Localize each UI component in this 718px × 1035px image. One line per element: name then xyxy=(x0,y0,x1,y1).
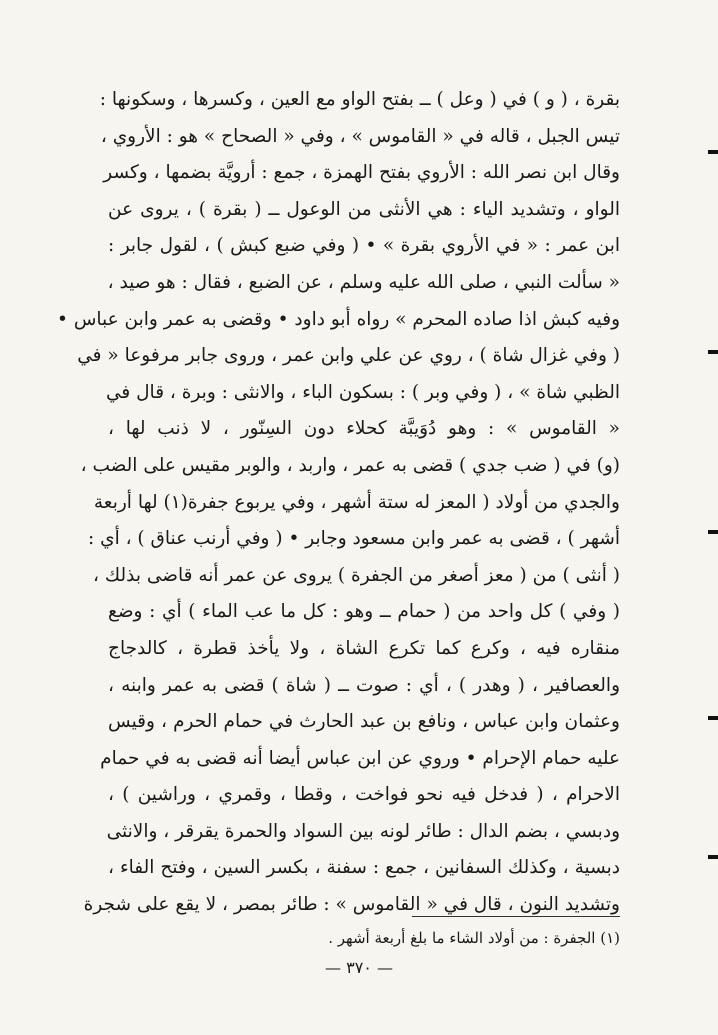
text-line: أشهر ) ، قضى به عمر وابن مسعود وجابر • ( وفي أرنب عناق ) ، أي : xyxy=(87,528,620,550)
text-line: (و) في ( ضب جدي ) قضى به عمر ، واربد ، والوبر مقيس على الضب ، xyxy=(80,454,620,476)
footnote-divider xyxy=(412,916,620,917)
page-number: — ٣٧٠ — xyxy=(325,958,393,977)
text-line: عليه حمام الإحرام • وروي عن ابن عباس أيضا أنه قضى به في حمام xyxy=(100,747,620,769)
text-line: والجدي من أولاد ( المعز له ستة أشهر ، وفي يربوع جفرة(١) لها أربعة xyxy=(93,491,620,513)
text-line: منقاره فيه ، وكرع كما تكرع الشاة ، ولا يأخذ قطرة ، كالدجاج xyxy=(108,637,620,659)
margin-mark xyxy=(708,716,718,720)
margin-mark xyxy=(708,530,718,534)
text-line: تيس الجبل ، قاله في « القاموس » ، وفي « الصحاح » هو : الأروي ، xyxy=(100,125,620,147)
text-line: ابن عمر : « في الأروي بقرة » • ( وفي ضبع كبش ) ، لقول جابر : xyxy=(108,235,620,257)
text-line: دبسية ، وكذلك السفانين ، جمع : سفنة ، بكسر السين ، وفتح الفاء ، xyxy=(108,857,620,879)
text-line: الاحرام ، ( فدخل فيه نحو فواخت ، وقطا ، وقمري ، وراشين ) ، xyxy=(108,784,620,806)
footnote: (١) الجفرة : من أولاد الشاء ما بلغ أربعة أشهر . xyxy=(328,929,620,947)
margin-mark xyxy=(708,350,718,354)
text-line: وقال ابن نصر الله : الأروي بفتح الهمزة ، جمع : أرويَّة بضمها ، وكسر xyxy=(103,162,620,184)
margin-mark xyxy=(708,855,718,859)
text-line: ودبسي ، بضم الدال : طائر لونه بين السواد والحمرة يقرقر ، والانثى xyxy=(106,820,620,842)
text-line: ( وفي غزال شاة ) ، روي عن علي وابن عمر ، وروى جابر مرفوعا « في xyxy=(77,345,620,367)
text-line: الواو ، وتشديد الياء : هي الأنثى من الوعول ــ ( بقرة ) ، يروى عن xyxy=(108,198,620,220)
text-line: وتشديد النون ، قال في « القاموس » : طائر بمصر ، لا يقع على شجرة xyxy=(83,894,620,916)
text-line: « القاموس » : وهو دُوَيبَّة كحلاء دون السِنّور ، لا ذنب لها ، xyxy=(108,418,620,440)
text-line: وفيه كبش اذا صاده المحرم » رواه أبو داود • وقضى به عمر وابن عباس • xyxy=(57,308,620,330)
margin-mark xyxy=(708,150,718,154)
text-line: ( وفي ) كل واحد من ( حمام ــ وهو : كل ما عب الماء ) أي : وضع xyxy=(108,601,620,623)
text-line: « سألت النبي ، صلى الله عليه وسلم ، عن الضبع ، فقال : هو صيد ، xyxy=(107,271,620,293)
text-line: بقرة ، ( و ) في ( وعل ) ــ بفتح الواو مع العين ، وكسرها ، وسكونها : xyxy=(99,89,620,110)
text-line: والعصافير ، ( وهدر ) ، أي : صوت ــ ( شاة ) قضى به عمر وابنه ، xyxy=(108,674,620,696)
text-line: وعثمان وابن عباس ، ونافع بن عبد الحارث في حمام الحرم ، وقيس xyxy=(108,711,620,733)
text-line: ( أنثى ) من ( معز أصغر من الجفرة ) يروى عن عمر أنه قاضى بذلك ، xyxy=(93,564,620,586)
body-text xyxy=(57,82,620,924)
text-line: الظبي شاة » ، ( وفي وبر ) : بسكون الباء ، والانثى : وبرة ، قال في xyxy=(105,381,620,403)
